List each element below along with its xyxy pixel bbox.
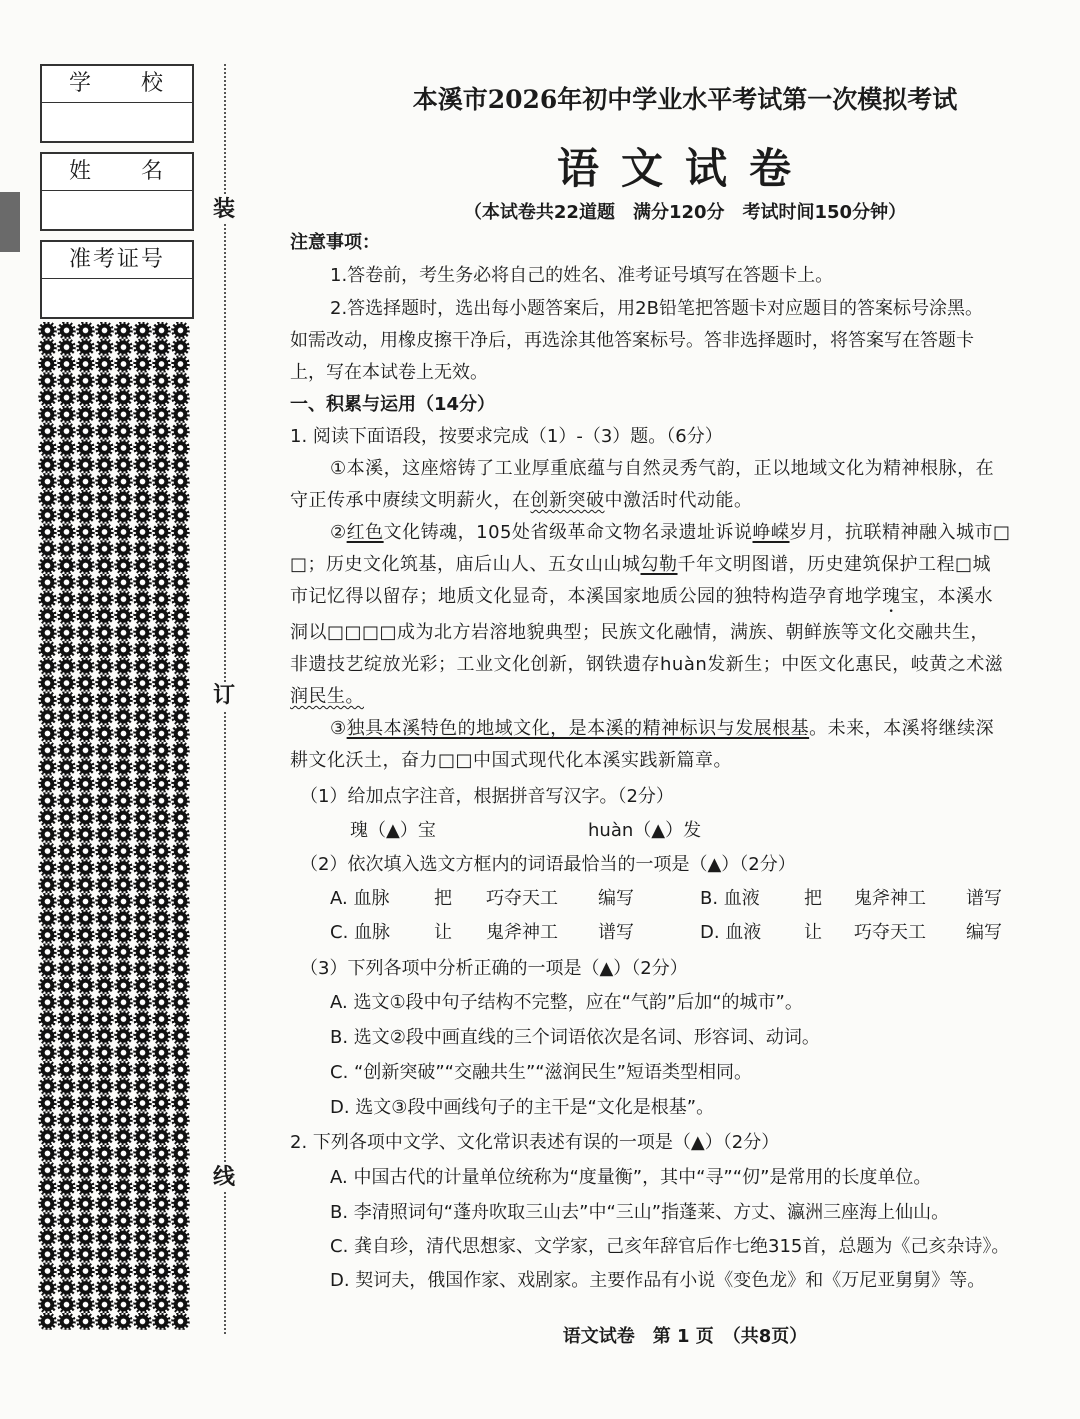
question-2-option-b: B. 李清照词句“蓬舟吹取三山去”中“三山”指蓬莱、方丈、瀛洲三座海上仙山。 (330, 1202, 950, 1223)
exam-id-box (40, 240, 194, 319)
sub-question-1: （1）给加点字注音，根据拼音写汉字。（2分） (300, 786, 674, 807)
section-1-heading: 一、积累与运用（14分） (290, 394, 496, 415)
passage-para-2-line-5: 非遗技艺绽放光彩；工业文化创新，钢铁遗存huàn发新生；中医文化惠民，岐黄之术滋 (290, 654, 1004, 675)
wavy-term-ziruan: 润民生。 (290, 686, 364, 707)
question-2-stem: 2. 下列各项中文学、文化常识表述有误的一项是（▲）（2分） (290, 1132, 780, 1153)
passage-text: □；历史文化筑基，庙后山人、五女山山城 (290, 554, 641, 575)
binding-char-zhuang: 装 (210, 196, 238, 224)
option-d-word-1: D. 血液 (700, 922, 762, 943)
option-a-word-1: A. 血脉 (330, 888, 390, 909)
sub-question-3: （3）下列各项中分析正确的一项是（▲）（2分） (300, 958, 688, 979)
passage-para-2 (330, 520, 1011, 546)
school-box (40, 64, 194, 143)
passage-text: 市记忆得以留存；地质文化显奇，本溪国家地质公园的独特构造孕育地学 (290, 586, 882, 607)
option-b-word-2: 把 (804, 888, 822, 909)
passage-text: 守正传承中赓续文明薪火，在 (290, 490, 531, 511)
question-2-option-a: A. 中国古代的计量单位统称为“度量衡”，其中“寻”“仞”是常用的长度单位。 (330, 1167, 932, 1188)
page-footer: 语文试卷 第 1 页 （共8页） (562, 1326, 808, 1347)
binding-char-xian: 线 (210, 1164, 238, 1192)
dotted-char-gui: 瑰 (882, 586, 901, 607)
name-label: 姓 名 (42, 154, 192, 191)
school-field (42, 103, 192, 141)
sub-question-3-option-d: D. 选文③段中画线句子的主干是“文化是根基”。 (330, 1097, 715, 1118)
passage-text: ①本溪，这座熔铸了工业厚重底蕴与自然灵秀气韵，正以地域文化为精神根脉，在 (330, 458, 995, 479)
passage-para-2-line-4: 洞以□□□□成为北方岩溶地貌典型；民族文化融情，满族、朝鲜族等文化交融共生， (290, 622, 990, 643)
passage-text: 文化铸魂，105处省级革命文物名录遗址诉说 (383, 522, 753, 543)
sub-question-2: （2）依次填入选文方框内的词语最恰当的一项是（▲）（2分） (300, 854, 796, 875)
notice-heading: 注意事项： (290, 232, 380, 253)
name-box (40, 152, 194, 231)
security-pattern (38, 322, 190, 1330)
option-c-word-4: 谱写 (598, 922, 634, 943)
option-c-word-2: 让 (434, 922, 452, 943)
passage-para-1 (330, 456, 994, 482)
sub-question-1-a: 瑰（▲）宝 (350, 820, 436, 841)
option-b-word-1: B. 血液 (700, 888, 760, 909)
sub-question-3-option-c: C. “创新突破”“交融共生”“滋润民生”短语类型相同。 (330, 1062, 752, 1083)
binding-edge-tab (0, 192, 20, 252)
passage-para-3 (330, 716, 994, 742)
binding-char-ding: 订 (210, 682, 238, 710)
option-b-word-3: 鬼斧神工 (854, 888, 926, 909)
passage-para-1-cont (290, 488, 753, 514)
option-c-word-3: 鬼斧神工 (486, 922, 558, 943)
passage-para-2-line-2 (290, 552, 991, 578)
option-d-word-2: 让 (804, 922, 822, 943)
question-1-stem: 1. 阅读下面语段，按要求完成（1）-（3）题。（6分） (290, 426, 723, 447)
passage-text: 。未来，本溪将继续深 (809, 718, 995, 739)
option-a-word-2: 把 (434, 888, 452, 909)
option-c-word-1: C. 血脉 (330, 922, 391, 943)
passage-para-2-line-3 (290, 584, 993, 617)
sub-question-3-option-a: A. 选文①段中句子结构不完整，应在“气韵”后加“的城市”。 (330, 992, 803, 1013)
option-b-word-4: 谱写 (966, 888, 1002, 909)
wavy-term-chuangxin: 创新突破 (530, 490, 605, 511)
underlined-word-zhengrong: 峥嵘 (752, 522, 790, 543)
option-d-word-4: 编写 (966, 922, 1002, 943)
name-field (42, 191, 192, 229)
school-label: 学 校 (42, 66, 192, 103)
notice-item-2: 2.答选择题时，选出每小题答案后，用2B铅笔把答题卡对应题目的答案标号涂黑。 (330, 298, 983, 319)
passage-text: ③ (330, 718, 347, 739)
notice-item-1: 1.答卷前，考生务必将自己的姓名、准考证号填写在答题卡上。 (330, 265, 834, 286)
sub-question-1-b: huàn（▲）发 (588, 820, 702, 841)
subject-title: 语文试卷 (556, 144, 813, 193)
notice-item-2-end: 上，写在本试卷上无效。 (290, 362, 488, 383)
sub-question-3-option-b: B. 选文②段中画直线的三个词语依次是名词、形容词、动词。 (330, 1027, 820, 1048)
underlined-sentence: 独具本溪特色的地域文化，是本溪的精神标识与发展根基 (346, 718, 810, 739)
passage-text: ② (330, 522, 347, 543)
passage-text: 中激活时代动能。 (604, 490, 753, 511)
exam-id-label: 准考证号 (42, 242, 192, 279)
passage-para-3-cont: 耕文化沃土，奋力□□中国式现代化本溪实践新篇章。 (290, 750, 733, 771)
passage-text: 宝，本溪水 (900, 586, 993, 607)
option-d-word-3: 巧夺天工 (854, 922, 926, 943)
notice-item-2-cont: 如需改动，用橡皮擦干净后，再选涂其他答案标号。答非选择题时，将答案写在答题卡 (290, 330, 974, 351)
exam-id-field (42, 279, 192, 317)
question-2-option-c: C. 龚自珍，清代思想家、文学家，己亥年辞官后作七绝315首，总题为《己亥杂诗》。 (330, 1236, 1010, 1257)
option-a-word-4: 编写 (598, 888, 634, 909)
underlined-word-hongse: 红色 (346, 522, 384, 543)
underlined-word-goule: 勾勒 (640, 554, 678, 575)
option-a-word-3: 巧夺天工 (486, 888, 558, 909)
passage-text: 岁月，抗联精神融入城市□ (789, 522, 1011, 543)
passage-para-2-line-6 (290, 684, 364, 710)
passage-text: 千年文明图谱，历史建筑保护工程□城 (677, 554, 992, 575)
exam-info: （本试卷共22道题 满分120分 考试时间150分钟） (463, 202, 907, 223)
question-2-option-d: D. 契诃夫，俄国作家、戏剧家。主要作品有小说《变色龙》和《万尼亚舅舅》等。 (330, 1270, 986, 1291)
exam-title: 本溪市2026年初中学业水平考试第一次模拟考试 (412, 85, 958, 114)
